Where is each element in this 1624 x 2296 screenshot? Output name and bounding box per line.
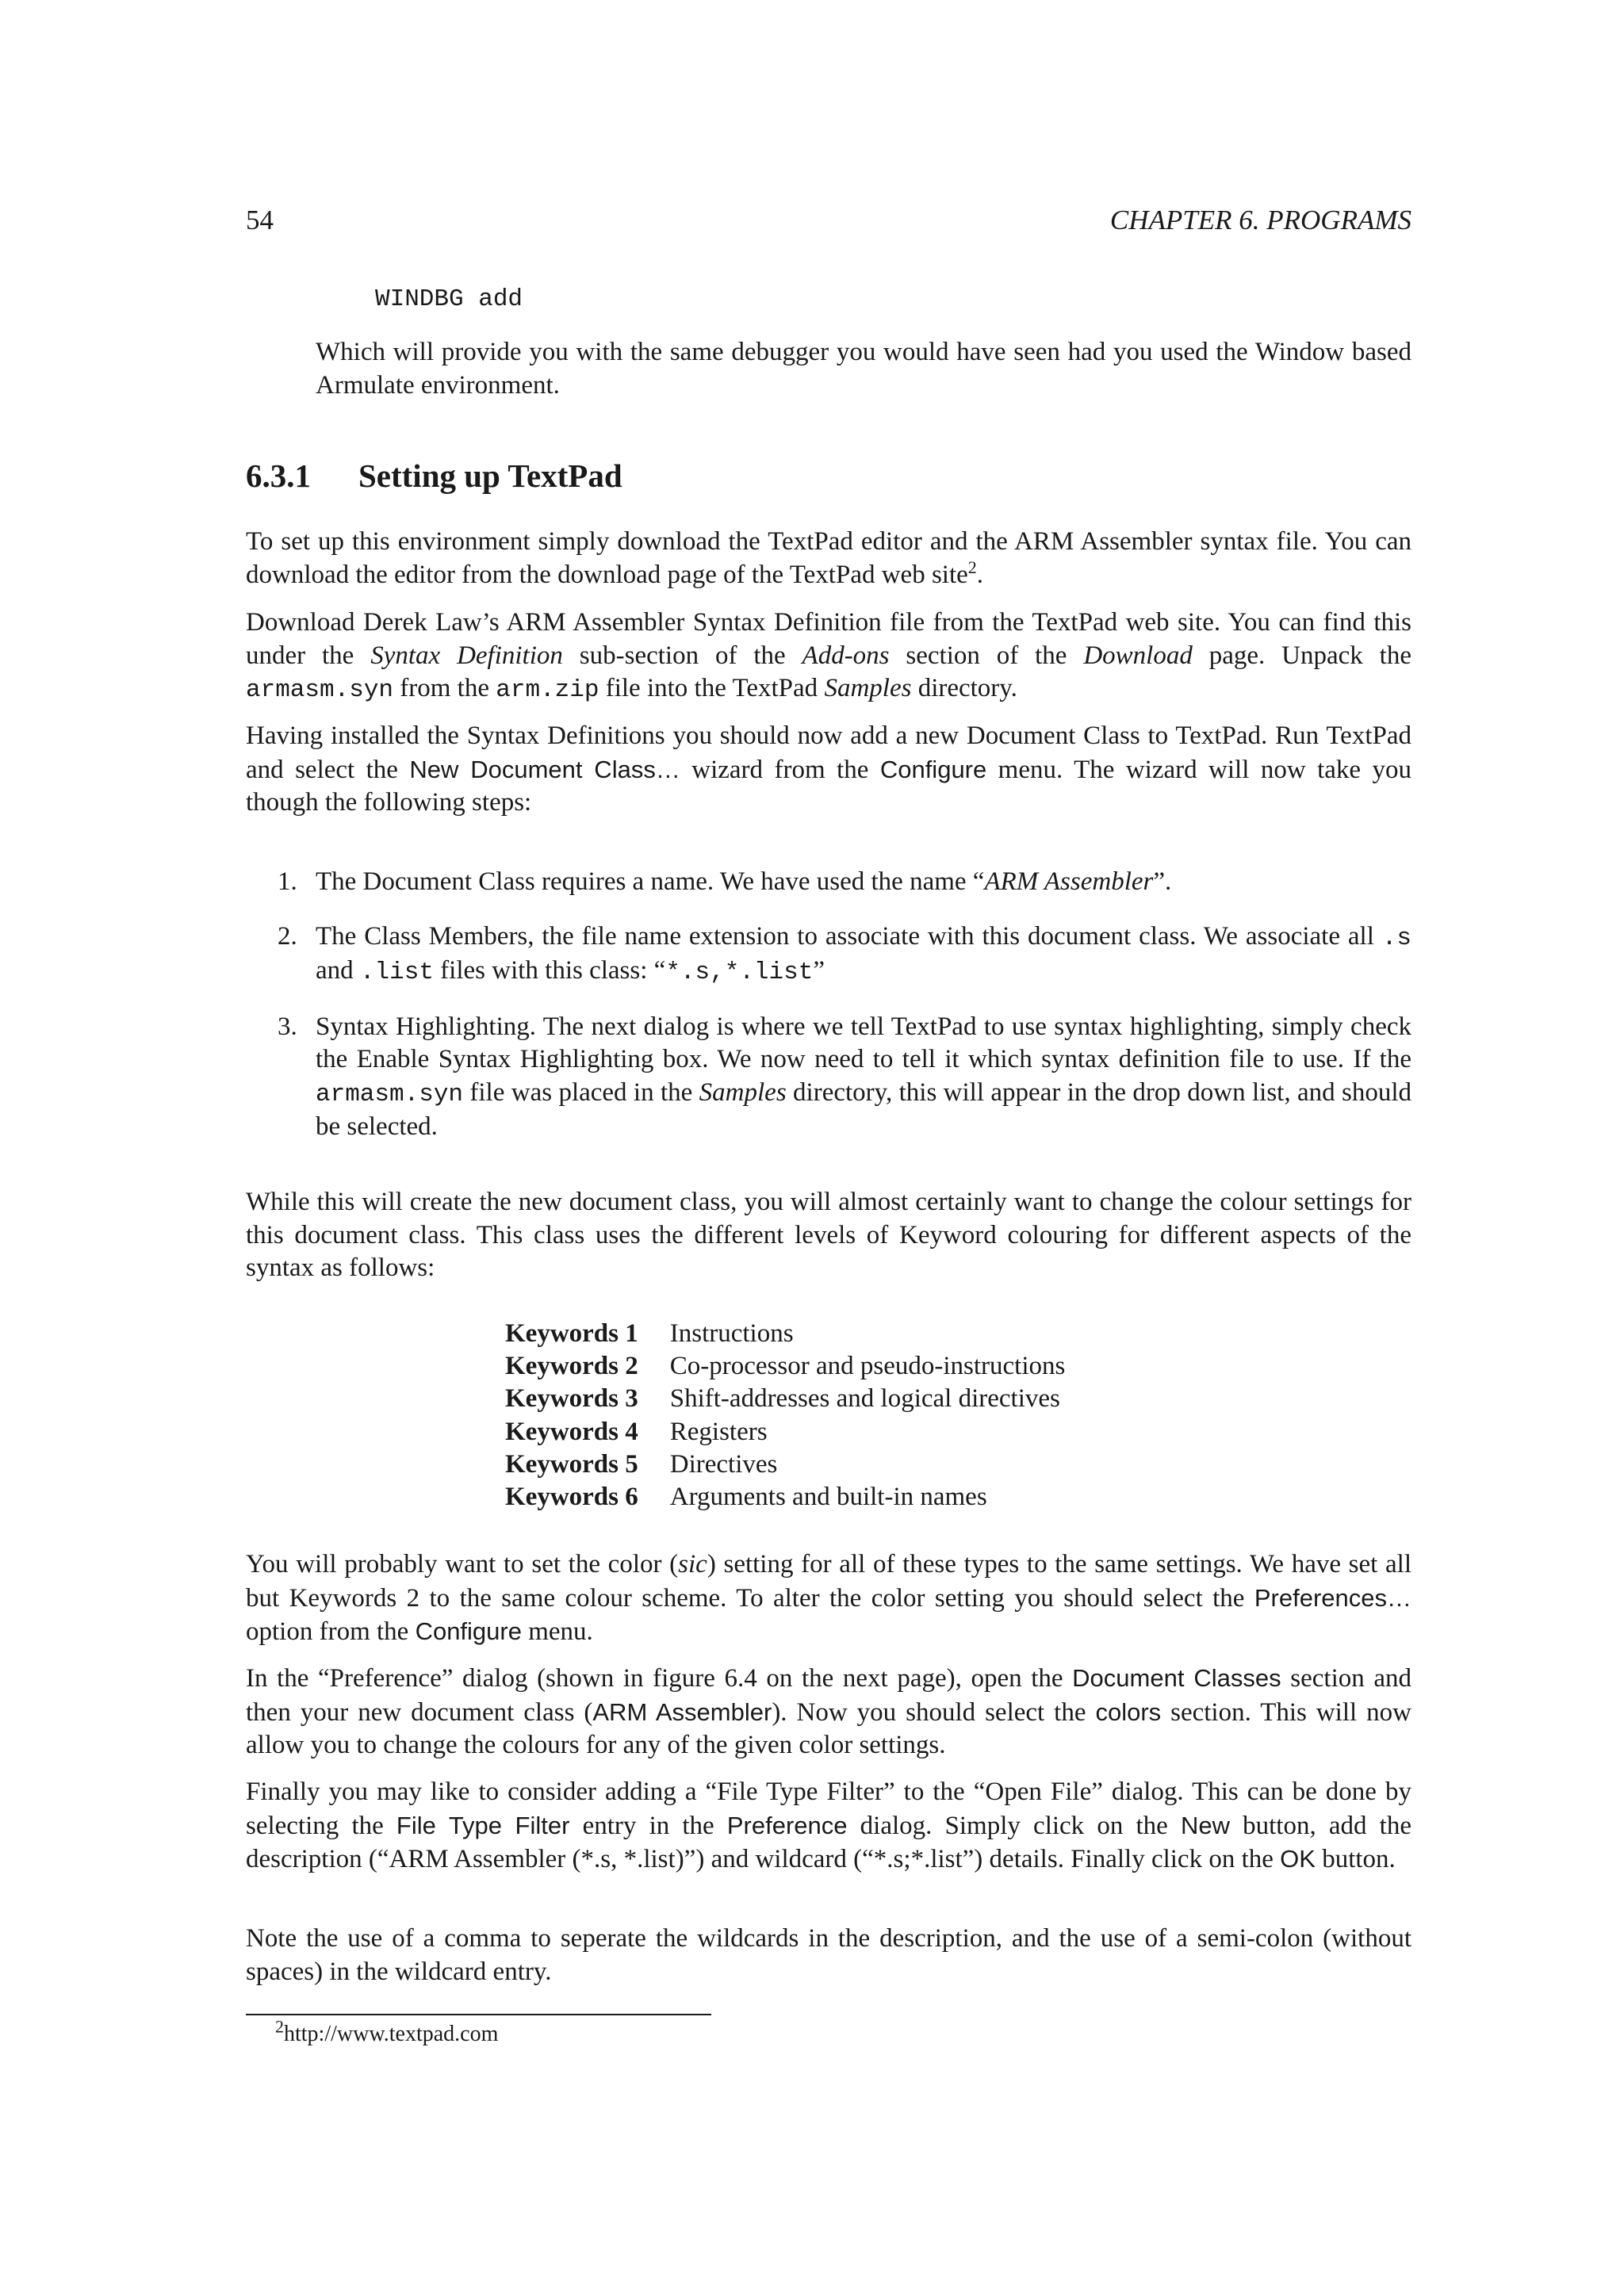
keyword-name: Keywords 6 (505, 1483, 638, 1512)
emphasis: ARM Assembler (984, 867, 1154, 896)
menu-reference: Preferences… (1254, 1583, 1411, 1612)
document-page (246, 0, 1411, 2296)
keyword-name: Keywords 5 (505, 1449, 638, 1479)
list-item (246, 866, 1411, 899)
table-row (505, 1350, 1065, 1383)
table-row (505, 1448, 1065, 1481)
menu-reference: New Document Class… (409, 755, 680, 783)
footnote-marker: 2 (967, 557, 977, 577)
list-number: 1. (278, 867, 297, 896)
footnote-url: http://www.textpad.com (284, 2022, 499, 2046)
code-span: .s (1381, 924, 1411, 952)
keywords-table (505, 1318, 1065, 1513)
list-number: 2. (278, 921, 297, 951)
emphasis: sic (678, 1550, 707, 1578)
keyword-description: Co-processor and pseudo-instructions (669, 1352, 1066, 1381)
menu-reference: ARM Assembler (592, 1697, 772, 1726)
paragraph-text: file into the TextPad (599, 674, 825, 702)
keyword-name: Keywords 1 (505, 1319, 638, 1348)
keyword-description: Shift-addresses and logical directives (669, 1384, 1060, 1414)
paragraph-text: . (976, 560, 984, 589)
code-span: *.s,*.list (665, 959, 814, 986)
keyword-name: Keywords 4 (505, 1417, 638, 1446)
item-text: The Document Class requires a name. We have used the name “ (316, 867, 985, 896)
paragraph-8: Note the use of a comma to seperate the wildcards in the description, and the use of a semi-colon (without spaces) in the wildcard entry. (246, 1924, 1411, 1986)
paragraph-text: option from the (246, 1617, 416, 1646)
paragraph-text: button, add the description (“ARM Assembler (*.s, *.list)”) and wildcard (“*.s;*.list”) details. Finally click on the (246, 1811, 1411, 1873)
item-text: directory, this will appear in the drop down list, and should be selected. (316, 1077, 1411, 1141)
menu-reference: New (1180, 1811, 1230, 1839)
paragraph-text: directory. (911, 674, 1017, 702)
paragraph-6 (246, 1662, 1411, 1762)
paragraph-4: While this will create the new document class, you will almost certainly want to change the colour settings for this document class. This class uses the different levels of Keyword colouring for different aspects of the syntax as follows: (246, 1188, 1411, 1282)
code-span: .list (359, 959, 434, 986)
menu-reference: OK (1280, 1845, 1316, 1873)
keyword-description: Directives (669, 1449, 778, 1479)
paragraph-text: section of the (889, 641, 1084, 670)
paragraph-text: You will probably want to set the color ( (246, 1550, 679, 1578)
paragraph-2 (246, 607, 1411, 707)
code-span: arm.zip (496, 676, 599, 704)
paragraph-text: menu. The wizard will now take you though the following steps: (246, 755, 1411, 817)
emphasis: Add-ons (802, 641, 890, 670)
paragraph-1 (246, 526, 1411, 591)
list-item (246, 1011, 1411, 1144)
paragraph-text: from the (393, 674, 496, 702)
paragraph-text: ). Now you should select the (772, 1697, 1096, 1727)
list-item (246, 920, 1411, 989)
section-heading (246, 457, 622, 495)
item-text: ”. (1153, 867, 1172, 896)
keyword-name: Keywords 3 (505, 1384, 638, 1414)
page-number: 54 (246, 205, 274, 235)
section-title-text: Setting up TextPad (358, 457, 622, 494)
item-text: file was placed in the (463, 1077, 699, 1107)
footnote-number: 2 (275, 2016, 284, 2037)
keyword-description: Instructions (669, 1319, 794, 1348)
menu-reference: Configure (415, 1617, 522, 1645)
paragraph-text: Download Derek Law’s ARM Assembler Syntax Definition file from the TextPad web site. You can find this under the (246, 608, 1411, 670)
menu-reference: Preference (726, 1811, 848, 1839)
chapter-title: CHAPTER 6. PROGRAMS (1109, 205, 1411, 235)
code-span: armasm.syn (316, 1080, 464, 1108)
item-text: The Class Members, the file name extension to associate with this document class. We associate all (316, 921, 1382, 951)
paragraph-text: ) setting for all of these types to the same settings. We have set all but Keywords 2 to the same colour scheme. To alter the color setting you should select the (246, 1550, 1411, 1613)
paragraph-text: section and then your new document class ( (246, 1664, 1412, 1727)
menu-reference: Document Classes (1072, 1664, 1281, 1692)
paragraph-5 (246, 1548, 1411, 1649)
table-row (505, 1416, 1065, 1448)
item-text: files with this class: “ (433, 956, 666, 985)
intro-paragraph: Which will provide you with the same debugger you would have seen had you used the Window based Armulate environment. (316, 338, 1411, 400)
paragraph-text: entry in the (569, 1811, 727, 1840)
paragraph-7 (246, 1776, 1411, 1877)
footnote (275, 2016, 499, 2049)
item-text: and (316, 956, 360, 985)
page-header (246, 202, 1411, 239)
paragraph-text: To set up this environment simply download the TextPad editor and the ARM Assembler syntax file. You can download the editor from the download page of the TextPad web site (246, 527, 1411, 589)
code-line: WINDBG add (375, 285, 523, 313)
keyword-description: Registers (669, 1417, 768, 1446)
paragraph-text: section. This will now allow you to change the colours for any of the given color settings. (246, 1697, 1411, 1759)
paragraph-text: dialog. Simply click on the (847, 1811, 1181, 1840)
paragraph-text: Finally you may like to consider adding a “File Type Filter” to the “Open File” dialog. This can be done by selecting the (246, 1777, 1411, 1840)
emphasis: Samples (699, 1077, 787, 1107)
section-number: 6.3.1 (246, 457, 311, 494)
table-row (505, 1383, 1065, 1415)
paragraph-text: page. Unpack the (1192, 641, 1411, 670)
item-text: ” (813, 956, 825, 985)
menu-reference: colors (1095, 1697, 1162, 1726)
code-span: armasm.syn (246, 676, 394, 704)
footnote-rule (246, 2014, 711, 2015)
paragraph-text: menu. (521, 1617, 593, 1646)
paragraph-text: Having installed the Syntax Definitions you should now add a new Document Class to TextPad. Run TextPad and select the (246, 721, 1411, 784)
emphasis: Syntax Definition (370, 641, 563, 670)
steps-list (246, 866, 1411, 1165)
emphasis: Samples (824, 674, 912, 702)
paragraph-text: button. (1315, 1845, 1396, 1873)
keyword-name: Keywords 2 (505, 1352, 638, 1381)
keyword-description: Arguments and built-in names (669, 1483, 987, 1512)
paragraph-text: wizard from the (680, 755, 880, 784)
menu-reference: File Type Filter (396, 1811, 570, 1839)
paragraph-3 (246, 720, 1411, 820)
table-row (505, 1318, 1065, 1350)
paragraph-text: In the “Preference” dialog (shown in figure 6.4 on the next page), open the (246, 1664, 1073, 1693)
menu-reference: Configure (879, 755, 987, 783)
paragraph-text: sub-section of the (562, 641, 802, 670)
emphasis: Download (1083, 641, 1193, 670)
item-text: Syntax Highlighting. The next dialog is where we tell TextPad to use syntax highlighting, simply check the Enable Syntax Highlighting box. We now need to tell it which syntax definition file to use. If the (316, 1012, 1411, 1073)
list-number: 3. (278, 1012, 297, 1041)
table-row (505, 1481, 1065, 1513)
